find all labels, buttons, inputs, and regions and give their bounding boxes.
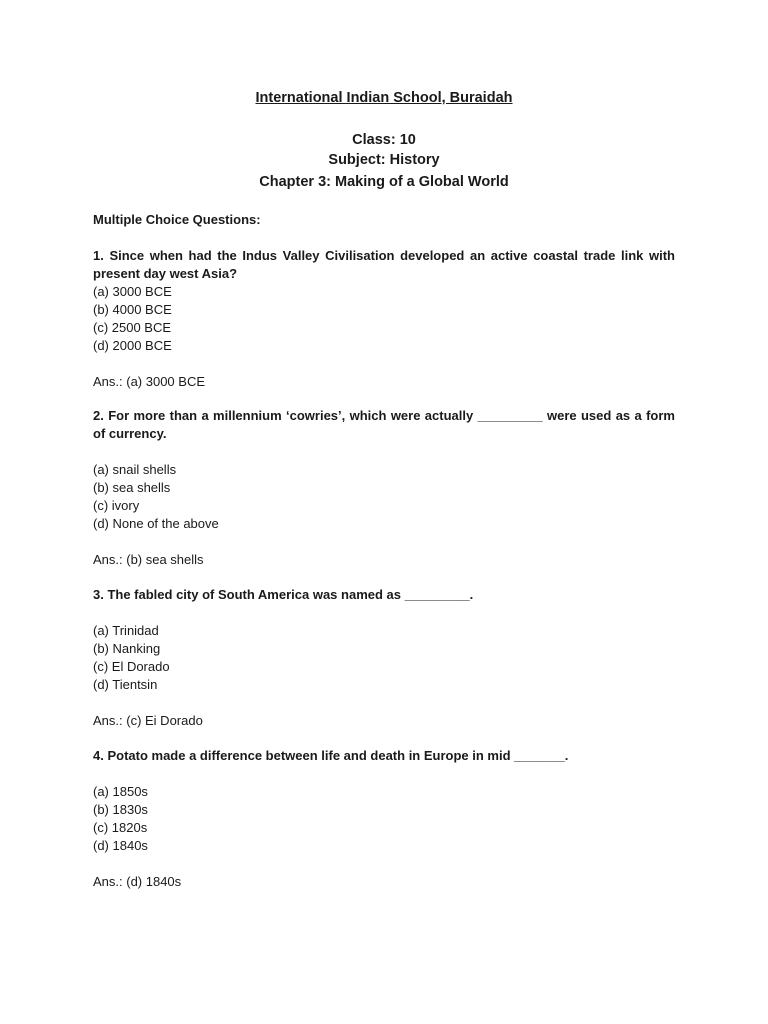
answer-text: Ans.: (a) 3000 BCE [93, 374, 205, 389]
question-block-2 [93, 407, 675, 569]
answer-text: Ans.: (b) sea shells [93, 552, 204, 567]
option-b: (b) Nanking [93, 641, 161, 656]
option-b: (b) sea shells [93, 480, 171, 495]
option-c: (c) 2500 BCE [93, 320, 172, 335]
option-b: (b) 4000 BCE [93, 302, 172, 317]
section-title: Multiple Choice Questions: [93, 212, 261, 227]
option-a: (a) 1850s [93, 784, 148, 799]
class-line: Class: 10 [352, 132, 416, 148]
question-block-3 [93, 586, 675, 730]
option-a: (a) Trinidad [93, 623, 159, 638]
option-a: (a) 3000 BCE [93, 284, 172, 299]
chapter-title: Chapter 3: Making of a Global World [259, 174, 509, 190]
option-d: (d) None of the above [93, 516, 219, 531]
question-text: 3. The fabled city of South America was named as _________. [93, 587, 474, 602]
answer-text: Ans.: (c) Ei Dorado [93, 713, 203, 728]
subject-line: Subject: History [328, 152, 440, 168]
option-c: (c) El Dorado [93, 659, 170, 674]
option-a: (a) snail shells [93, 462, 177, 477]
question-text: 1. Since when had the Indus Valley Civilisation developed an active coastal trade link with present day west Asia? [93, 248, 675, 281]
question-text: 4. Potato made a difference between life and death in Europe in mid _______. [93, 748, 569, 763]
option-d: (d) 1840s [93, 838, 148, 853]
option-d: (d) 2000 BCE [93, 338, 172, 353]
question-block-1 [93, 247, 675, 391]
option-c: (c) 1820s [93, 820, 148, 835]
question-text: 2. For more than a millennium ‘cowries’, which were actually _________ were used as a form of currency. [93, 408, 675, 441]
school-title: International Indian School, Buraidah [255, 90, 513, 106]
option-b: (b) 1830s [93, 802, 148, 817]
option-c: (c) ivory [93, 498, 140, 513]
answer-text: Ans.: (d) 1840s [93, 874, 182, 889]
question-block-4 [93, 747, 675, 891]
option-d: (d) Tientsin [93, 677, 158, 692]
